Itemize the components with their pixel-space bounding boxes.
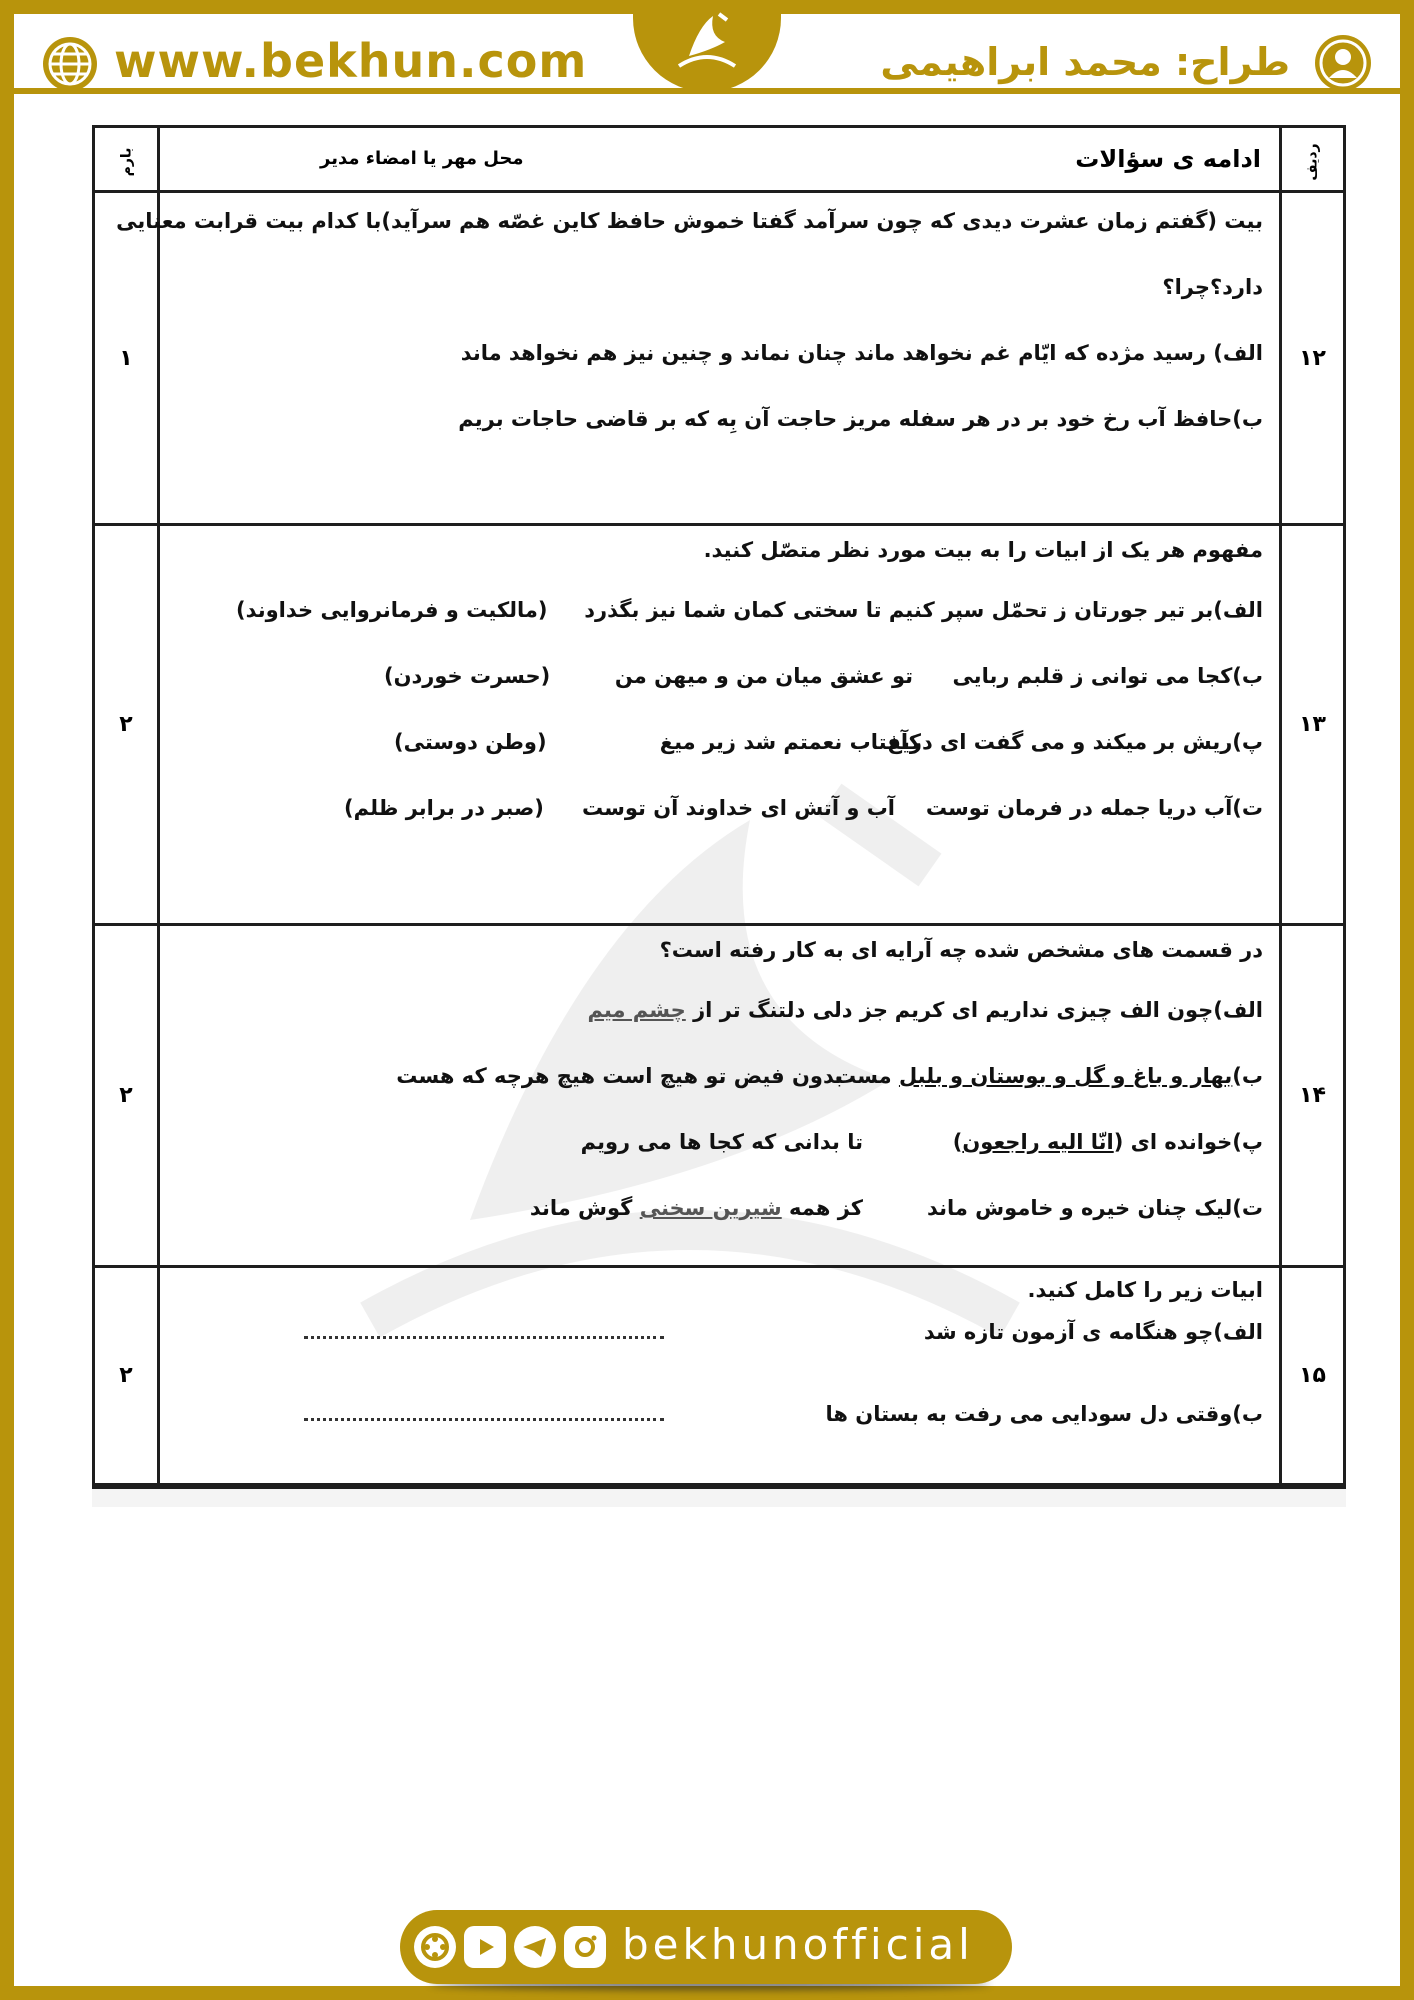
logo-emblem-icon xyxy=(669,6,745,82)
q15-verse-b: ب)وقتی دل سودایی می رفت به بستان ها xyxy=(825,1402,1263,1426)
table-title xyxy=(159,127,1281,192)
q15-answer-a[interactable] xyxy=(304,1314,664,1339)
question-score: ۱ xyxy=(94,192,159,525)
question-number: ۱۲ xyxy=(1281,192,1345,525)
table-bottom-strip xyxy=(92,1486,1346,1507)
website-link[interactable]: www.bekhun.com xyxy=(114,34,588,88)
q14-verse-d-2: کز همه شیرین سخنی گوش ماند xyxy=(529,1196,863,1220)
q13-concept-4: (صبر در برابر ظلم) xyxy=(344,796,544,820)
table-row xyxy=(94,525,1345,925)
q15-answer-b[interactable] xyxy=(304,1396,664,1421)
user-icon xyxy=(1312,32,1374,94)
question-12 xyxy=(116,192,1281,525)
question-13 xyxy=(159,525,1281,925)
q13-verse-d-2: آب و آتش ای خداوند آن توست xyxy=(581,796,895,820)
question-score: ۲ xyxy=(94,525,159,925)
table-row xyxy=(94,1267,1345,1485)
principal-seal-label: محل مهر یا امضاء مدیر xyxy=(320,148,524,169)
table-header-row xyxy=(94,127,1345,192)
designer-credit: طراح: محمد ابراهیمی xyxy=(880,40,1290,84)
q13-intro: مفهوم هر یک از ابیات را به بیت مورد نظر متصّل کنید. xyxy=(703,538,1263,562)
youtube-icon[interactable] xyxy=(464,1926,506,1968)
q12-line-1: بیت (گفتم زمان عشرت دیدی که چون سرآمد گفتا خموش حافظ کاین غصّه هم سرآید)با کدام بیت قرابت معنایی xyxy=(116,209,1263,233)
q13-verse-c-2: کآفتاب نعمتم شد زیر میغ xyxy=(659,730,921,754)
q13-concept-2: (حسرت خوردن) xyxy=(384,664,551,688)
q13-verse-a: الف)بر تیر جورتان ز تحمّل سپر کنیم تا سختی کمان شما نیز بگذرد xyxy=(584,598,1263,622)
telegram-icon[interactable] xyxy=(514,1926,556,1968)
q14-verse-c-1: پ)خوانده ای (انّا الیه راجعون) xyxy=(952,1130,1263,1154)
q14-highlight-b: بهار و باغ و گل و بوستان و بلبل xyxy=(898,1064,1233,1088)
question-number: ۱۴ xyxy=(1281,925,1345,1267)
q14-verse-c-2: تا بدانی که کجا ها می رویم xyxy=(580,1130,863,1154)
q12-option-a: الف) رسید مژده که ایّام غم نخواهد ماند چنان نماند و چنین نیز هم نخواهد ماند xyxy=(460,341,1263,365)
score-header: بارم xyxy=(94,127,159,192)
question-14 xyxy=(159,925,1281,1267)
social-bar xyxy=(400,1910,1012,1984)
q15-verse-a: الف)چو هنگامه ی آزمون تازه شد xyxy=(923,1320,1263,1344)
q14-highlight-a: چشم میم xyxy=(587,998,686,1022)
q13-verse-d-1: ت)آب دریا جمله در فرمان توست xyxy=(925,796,1263,820)
section-title: ادامه ی سؤالات xyxy=(1075,145,1261,173)
aparat-icon[interactable] xyxy=(414,1926,456,1968)
q12-option-b: ب)حافظ آب رخ خود بر در هر سفله مریز حاجت آن بِه که بر قاضی حاجات بریم xyxy=(458,407,1263,431)
question-number: ۱۵ xyxy=(1281,1267,1345,1485)
table-row xyxy=(94,192,1345,525)
globe-icon xyxy=(40,34,100,94)
q13-concept-3: (وطن دوستی) xyxy=(394,730,547,754)
question-score: ۲ xyxy=(94,1267,159,1485)
table-row xyxy=(94,925,1345,1267)
q12-line-2: دارد؟چرا؟ xyxy=(1162,275,1263,299)
q13-verse-b-1: ب)کجا می توانی ز قلبم ربایی xyxy=(952,664,1263,688)
q13-concept-1: (مالکیت و فرمانروایی خداوند) xyxy=(236,598,548,622)
question-number: ۱۳ xyxy=(1281,525,1345,925)
q14-verse-a-1: الف)چون الف چیزی نداریم ای کریم xyxy=(894,998,1263,1022)
q13-verse-c-1: پ)ریش بر میکند و می گفت ای دریغ xyxy=(887,730,1263,754)
q14-verse-b-1: ب)بهار و باغ و گل و بوستان و بلبل مست xyxy=(835,1064,1263,1088)
q14-intro: در قسمت های مشخص شده چه آرایه ای به کار رفته است؟ xyxy=(659,938,1263,962)
questions-table xyxy=(92,125,1346,1486)
instagram-icon[interactable] xyxy=(564,1926,606,1968)
q14-verse-b-2: بدون فیض تو هیچ است هیچ هرچه که هست xyxy=(396,1064,843,1088)
social-handle[interactable]: bekhunofficial xyxy=(622,1920,974,1969)
q14-highlight-d: شیرین سخنی xyxy=(639,1196,782,1220)
q14-highlight-c: انّا الیه راجعون xyxy=(962,1130,1114,1154)
question-score: ۲ xyxy=(94,925,159,1267)
q14-verse-a-2: جز دلی دلتنگ تر از چشم میم xyxy=(587,998,888,1022)
q13-verse-b-2: تو عشق میان من و میهن من xyxy=(614,664,913,688)
q15-intro: ابیات زیر را کامل کنید. xyxy=(1027,1278,1263,1302)
question-15 xyxy=(159,1267,1281,1485)
row-number-header: ردیف xyxy=(1281,127,1345,192)
q14-verse-d-1: ت)لیک چنان خیره و خاموش ماند xyxy=(926,1196,1263,1220)
